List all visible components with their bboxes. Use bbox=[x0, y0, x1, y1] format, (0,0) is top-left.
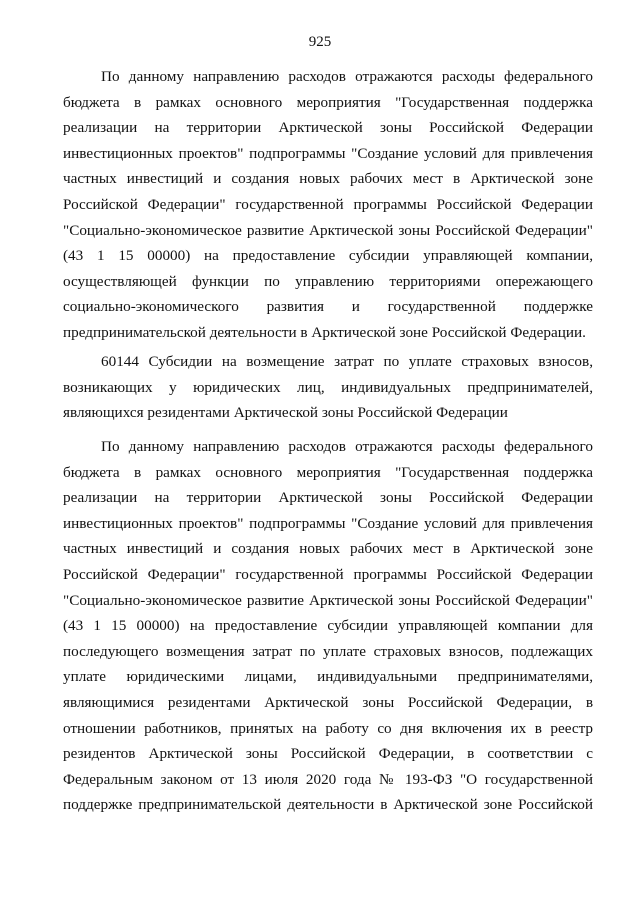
text-line: последующего возмещения затрат по уплате страховых взносов, подлежащих bbox=[63, 642, 593, 660]
paragraph-3 bbox=[63, 434, 593, 818]
text-line: реализации на территории Арктической зоны Российской Федерации bbox=[63, 119, 593, 137]
text-line: (43 1 15 00000) на предоставление субсидии управляющей компании для bbox=[63, 617, 593, 635]
text-line: инвестиционных проектов" подпрограммы "Создание условий для привлечения bbox=[63, 144, 593, 162]
text-line: уплате юридическими лицами, индивидуальными предпринимателями, bbox=[63, 668, 593, 686]
paragraph-2-heading bbox=[63, 349, 593, 426]
text-line: Российской Федерации" государственной программы Российской Федерации bbox=[63, 195, 593, 213]
text-line: "Социально-экономическое развитие Арктической зоны Российской Федерации" bbox=[63, 591, 593, 609]
text-line: предпринимательской деятельности в Арктической зоне Российской Федерации. bbox=[63, 323, 586, 341]
text-line: "Социально-экономическое развитие Арктической зоны Российской Федерации" bbox=[63, 221, 593, 239]
text-line: По данному направлению расходов отражаются расходы федерального bbox=[101, 438, 593, 455]
text-line: бюджета в рамках основного мероприятия "Государственная поддержка bbox=[63, 463, 593, 481]
text-line: реализации на территории Арктической зоны Российской Федерации bbox=[63, 489, 593, 507]
text-line: По данному направлению расходов отражаются расходы федерального bbox=[101, 68, 593, 85]
text-line: резидентов Арктической зоны Российской Федерации, в соответствии с bbox=[63, 745, 593, 763]
text-line: 60144 Субсидии на возмещение затрат по уплате страховых взносов, bbox=[101, 353, 593, 370]
paragraph-1 bbox=[63, 64, 593, 346]
text-line: Российской Федерации" государственной программы Российской Федерации bbox=[63, 565, 593, 583]
text-line: Федеральным законом от 13 июля 2020 года № 193-ФЗ "О государственной bbox=[63, 770, 593, 788]
text-line: частных инвестиций и создания новых рабочих мест в Арктической зоне bbox=[63, 540, 593, 558]
text-line: возникающих у юридических лиц, индивидуальных предпринимателей, bbox=[63, 378, 593, 396]
text-line: отношении работников, принятых на работу со дня включения их в реестр bbox=[63, 719, 593, 737]
text-line: являющихся резидентами Арктической зоны Российской Федерации bbox=[63, 404, 508, 422]
text-line: поддержке предпринимательской деятельности в Арктической зоне Российской bbox=[63, 796, 593, 814]
page-number: 925 bbox=[308, 34, 332, 50]
text-line: частных инвестиций и создания новых рабочих мест в Арктической зоне bbox=[63, 170, 593, 188]
text-line: осуществляющей функции по управлению территориями опережающего bbox=[63, 272, 593, 290]
text-line: бюджета в рамках основного мероприятия "Государственная поддержка bbox=[63, 93, 593, 111]
text-line: являющимися резидентами Арктической зоны Российской Федерации, в bbox=[63, 693, 593, 711]
text-line: (43 1 15 00000) на предоставление субсидии управляющей компании, bbox=[63, 247, 593, 265]
text-line: инвестиционных проектов" подпрограммы "Создание условий для привлечения bbox=[63, 514, 593, 532]
text-line: социально-экономического развития и государственной поддержке bbox=[63, 298, 593, 316]
